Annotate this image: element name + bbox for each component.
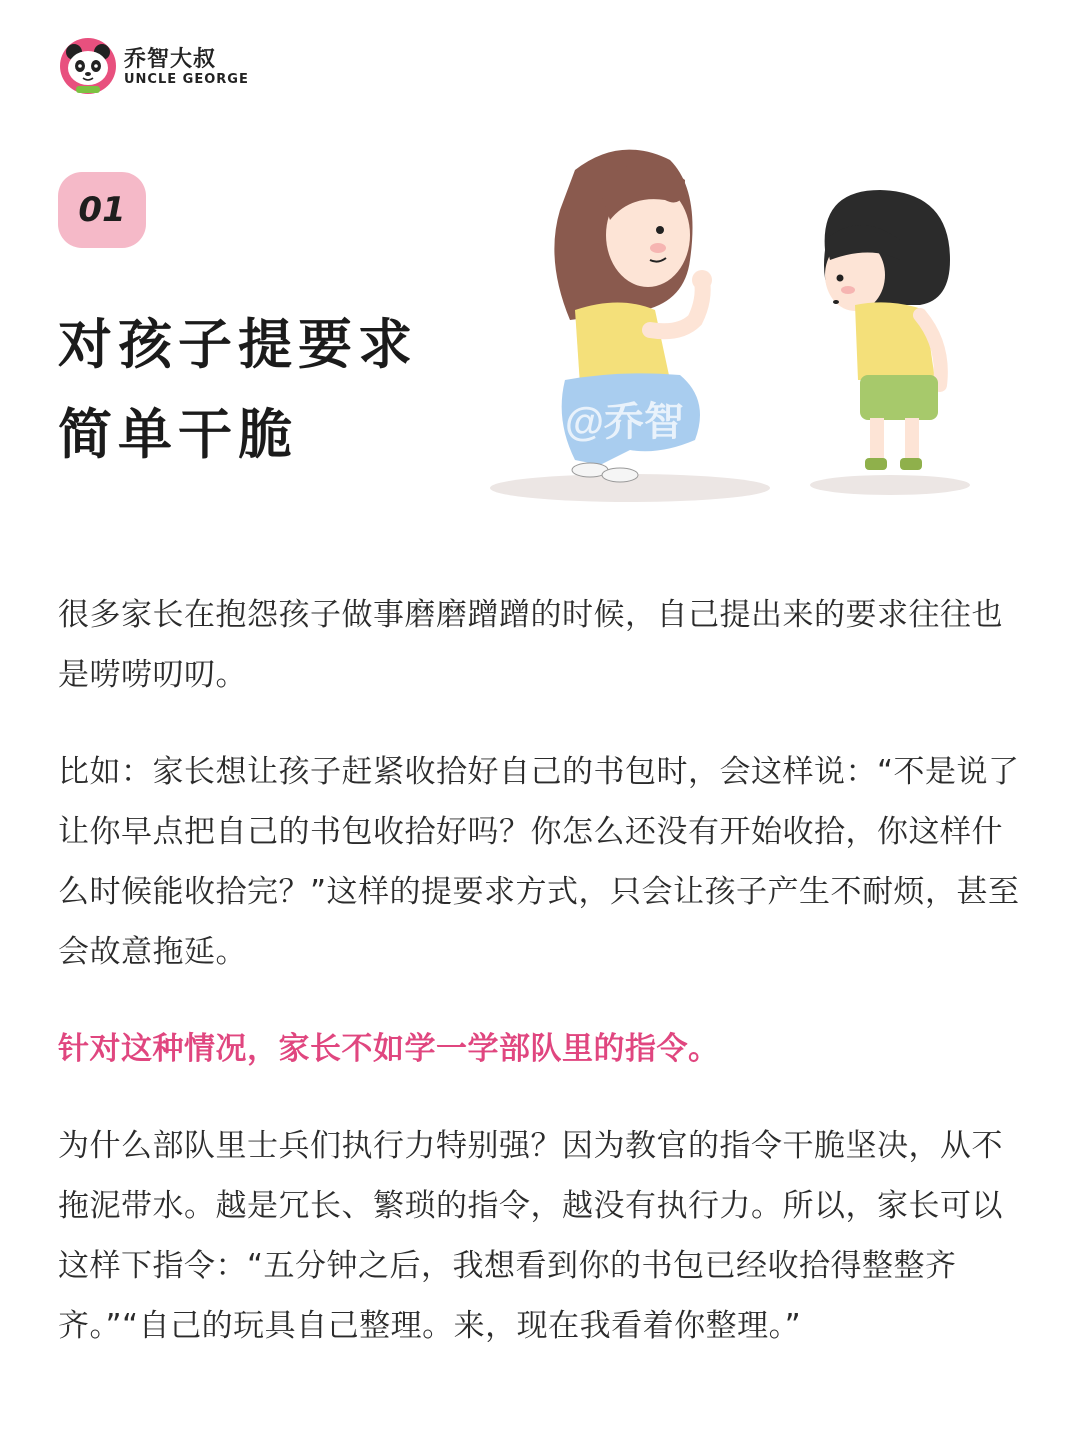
title-line-2: 简单干脆 — [58, 403, 298, 466]
title-line-1: 对孩子提要求 — [58, 313, 418, 376]
brand-name-cn: 乔智大叔 — [124, 47, 217, 72]
paragraph: 比如：家长想让孩子赶紧收拾好自己的书包时，会这样说：“不是说了让你早点把自己的书包收拾好吗？你怎么还没有开始收拾，你这样什么时候能收拾完？”这样的提要求方式，只会让孩子产生不耐烦，甚至会故意拖延。 — [58, 754, 1020, 970]
paragraph: 很多家长在抱怨孩子做事磨磨蹭蹭的时候，自己提出来的要求往往也是唠唠叨叨。 — [58, 597, 1003, 693]
section-title — [58, 300, 418, 480]
paragraph: 为什么部队里士兵们执行力特别强？因为教官的指令干脆坚决，从不拖泥带水。越是冗长、繁琐的指令，越没有执行力。所以，家长可以这样下指令：“五分钟之后，我想看到你的书包已经收拾得整整齐齐。”“自己的玩具自己整理。来，现在我看着你整理。” — [58, 1128, 1003, 1344]
brand-logo — [58, 36, 249, 96]
highlight-paragraph: 针对这种情况，家长不如学一学部队里的指令。 — [58, 1031, 720, 1067]
brand-name-en: UNCLE GEORGE — [124, 72, 249, 87]
panda-logo-icon — [58, 36, 118, 96]
illustration-watermark: @乔智 — [565, 400, 685, 444]
article-body — [58, 585, 1028, 1393]
mother-child-illustration — [480, 130, 1080, 520]
section-number-badge: 01 — [58, 172, 146, 248]
